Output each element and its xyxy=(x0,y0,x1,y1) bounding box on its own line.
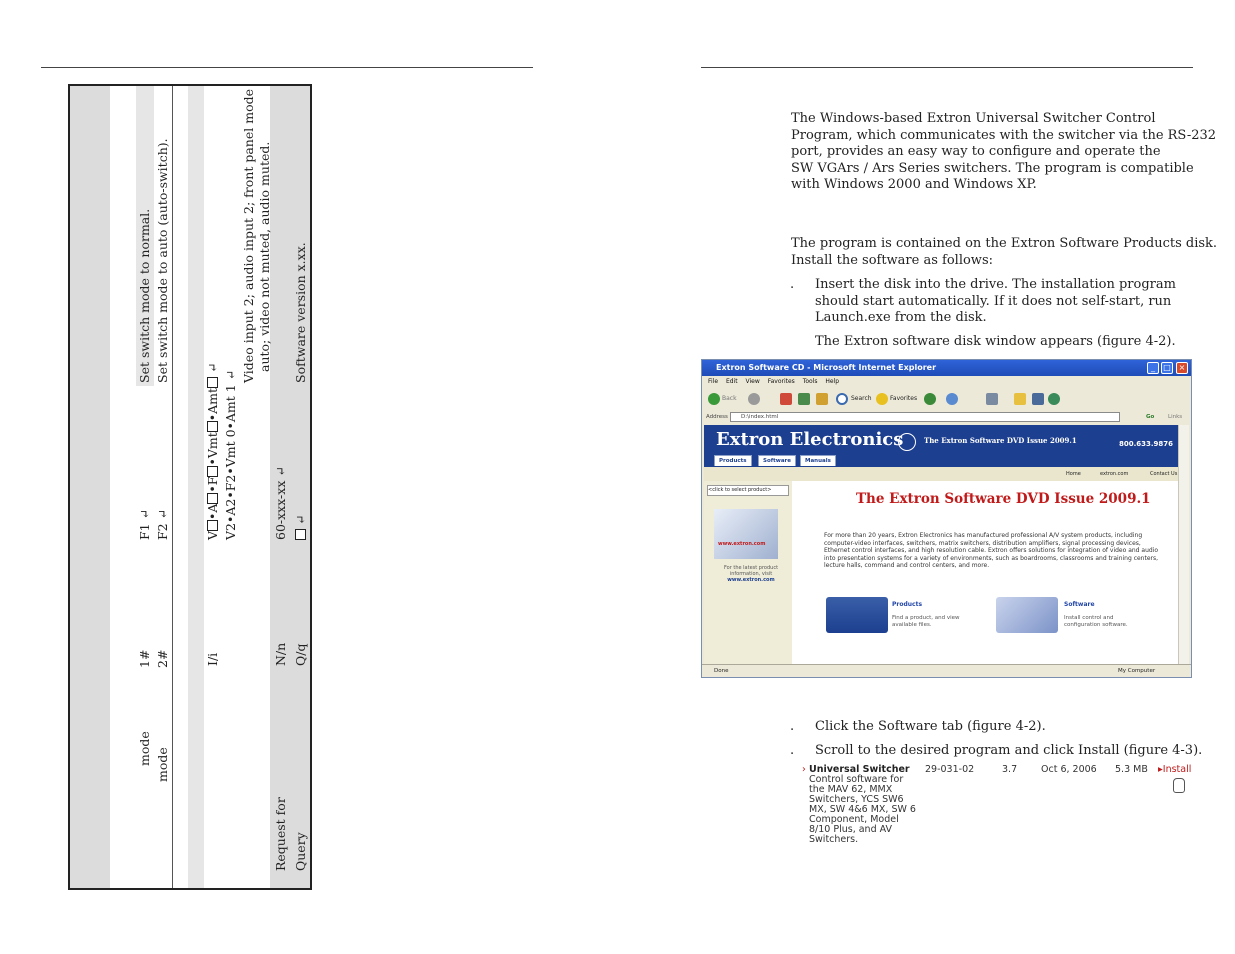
cell-resp-6 xyxy=(294,515,308,540)
software-card-desc-line: Install control and xyxy=(1064,615,1114,621)
step-1-line: Insert the disk into the drive. The installation program xyxy=(815,277,1176,292)
enter-icon: ↵ xyxy=(273,466,288,477)
cell-mode-1: mode xyxy=(137,731,152,766)
step-3-marker: . xyxy=(790,743,795,758)
link-contact[interactable]: Contact Us xyxy=(1150,471,1178,477)
tab-manuals[interactable]: Manuals xyxy=(800,455,836,466)
software-size: 5.3 MB xyxy=(1115,764,1148,775)
extron-header xyxy=(704,425,1181,467)
status-zone: My Computer xyxy=(1118,668,1156,674)
intro-line: SW VGArs / Ars Series switchers. The program is compatible xyxy=(791,160,1194,176)
minimize-icon[interactable]: _ xyxy=(1147,362,1159,374)
menu-view[interactable]: View xyxy=(745,378,760,385)
close-icon[interactable]: × xyxy=(1176,362,1188,374)
browser-scrollbar[interactable] xyxy=(1178,425,1189,665)
software-desc-line: Switchers. xyxy=(809,834,859,845)
cell-resp-4 xyxy=(224,370,238,540)
menu-edit[interactable]: Edit xyxy=(725,378,738,385)
thumbnail-url: www.extron.com xyxy=(718,541,766,547)
intro-line: port, provides an easy way to configure and operate the xyxy=(791,144,1161,159)
address-label: Address xyxy=(706,414,728,420)
folder-icon[interactable] xyxy=(1014,393,1026,405)
software-version: 3.7 xyxy=(1002,764,1018,775)
browser-window xyxy=(701,359,1192,678)
software-row-name-block xyxy=(809,765,916,845)
search-icon[interactable] xyxy=(836,393,848,405)
extron-main-title: The Extron Software DVD Issue 2009.1 xyxy=(856,491,1151,507)
globe-icon xyxy=(898,433,916,451)
placeholder-box xyxy=(207,377,218,388)
placeholder-box xyxy=(207,421,218,432)
table-shade-lower xyxy=(188,86,204,888)
extron-logo: Extron Electronics xyxy=(716,429,904,450)
browser-title: Extron Software CD - Microsoft Internet Explorer xyxy=(716,363,937,372)
intro-line: The Windows-based Extron Universal Switcher Control xyxy=(791,111,1156,126)
step-1-line: should start automatically. If it does not self-start, run xyxy=(815,293,1172,309)
history-icon[interactable] xyxy=(924,393,936,405)
software-desc-line: Switchers, YCS SW6 xyxy=(809,794,904,805)
cell-expl-3a: Video input 2; audio input 2; front panel mode xyxy=(241,88,256,383)
browser-menubar xyxy=(702,376,1191,388)
extron-web-thumbnail xyxy=(714,509,778,559)
intro-line: Program, which communicates with the switcher via the RS-232 xyxy=(791,127,1217,143)
placeholder-box xyxy=(207,493,218,504)
software-name: Universal Switcher xyxy=(809,764,910,775)
software-part-number: 29-031-02 xyxy=(925,764,975,775)
tab-products[interactable]: Products xyxy=(714,455,752,466)
back-label[interactable]: Back xyxy=(722,395,737,402)
step-1-line: Launch.exe from the disk. xyxy=(815,310,987,325)
link-extron[interactable]: extron.com xyxy=(1100,471,1129,477)
menu-tools[interactable]: Tools xyxy=(802,378,818,385)
resp-5-text: 60-xxx-xx xyxy=(273,480,288,540)
resp-4-text: V2•A2•F2•Vmt 0•Amt 1 xyxy=(223,384,238,540)
link-home[interactable]: Home xyxy=(1066,471,1081,477)
cell-request-for: Request for xyxy=(273,797,288,871)
install-line: Install the software as follows: xyxy=(791,252,993,268)
resp-3-f: •F xyxy=(205,476,220,493)
cell-cmd-4: N/n xyxy=(273,642,288,666)
table-divider xyxy=(172,86,173,888)
software-desc-line: 8/10 Plus, and AV xyxy=(809,824,893,835)
sidebar-caption-line: information, visit xyxy=(729,571,773,577)
step-3: Scroll to the desired program and click Install (figure 4-3). xyxy=(815,743,1203,758)
products-card-desc xyxy=(892,615,960,629)
forward-icon[interactable] xyxy=(748,393,760,405)
software-card-desc-line: configuration software. xyxy=(1064,622,1128,628)
cell-mode-2: mode xyxy=(155,747,170,782)
browser-toolbar xyxy=(702,388,1191,410)
install-label[interactable]: Install xyxy=(1162,764,1192,775)
resp-3-a: •A xyxy=(205,503,220,520)
enter-icon: ↵ xyxy=(205,362,220,373)
search-label[interactable]: Search xyxy=(851,395,872,402)
status-done: Done xyxy=(714,668,729,674)
products-card-image[interactable] xyxy=(826,597,888,633)
mail-icon[interactable] xyxy=(946,393,958,405)
cell-resp-3 xyxy=(206,362,220,540)
menu-favorites[interactable]: Favorites xyxy=(767,378,795,385)
enter-icon: ↵ xyxy=(223,369,238,381)
address-bar xyxy=(702,410,1191,424)
software-row-bullet: › xyxy=(802,764,806,775)
menu-help[interactable]: Help xyxy=(825,378,840,385)
table-shade-band xyxy=(70,86,110,888)
favorites-icon[interactable] xyxy=(876,393,888,405)
cell-expl-2: Set switch mode to auto (auto-switch). xyxy=(155,138,170,383)
command-table xyxy=(68,84,312,890)
extron-link-strip xyxy=(704,467,1181,481)
tool-icon[interactable] xyxy=(1032,393,1044,405)
placeholder-box xyxy=(207,520,218,531)
sidebar-caption xyxy=(716,565,786,583)
messenger-icon[interactable] xyxy=(1048,393,1060,405)
resp-3-vmt: •Vmt xyxy=(205,432,220,466)
favorites-label[interactable]: Favorites xyxy=(890,395,918,402)
browser-titlebar xyxy=(702,360,1191,376)
enter-icon: ↵ xyxy=(293,514,308,526)
cell-cmd-2: 2# xyxy=(155,649,170,668)
software-card-image[interactable] xyxy=(996,597,1058,633)
install-line: The program is contained on the Extron Software Products disk. xyxy=(791,236,1218,251)
cell-query: Query xyxy=(293,832,308,871)
install-arrow-icon: ▸ xyxy=(1158,764,1163,775)
resp-3-v: V xyxy=(205,530,220,540)
cell-cmd-1: 1# xyxy=(137,649,152,668)
products-card-desc-line: available files. xyxy=(892,622,932,628)
enter-icon: ↵ xyxy=(137,508,152,520)
products-card-desc-line: Find a product, and view xyxy=(892,615,960,621)
stop-icon[interactable] xyxy=(780,393,792,405)
right-header-rule xyxy=(701,67,1193,68)
step-1-note: The Extron software disk window appears (figure 4-2). xyxy=(815,334,1176,349)
cell-resp-2 xyxy=(156,509,170,540)
hand-cursor-icon xyxy=(1173,778,1185,793)
refresh-icon[interactable] xyxy=(798,393,810,405)
resp-1-text: F1 xyxy=(137,523,152,540)
home-icon[interactable] xyxy=(816,393,828,405)
placeholder-box xyxy=(207,466,218,477)
software-card-title[interactable]: Software xyxy=(1064,601,1095,608)
resp-3-amt: •Amt xyxy=(205,387,220,422)
software-desc-line: MX, SW 4&6 MX, SW 6 xyxy=(809,804,916,815)
cell-resp-1 xyxy=(138,509,152,540)
menu-file[interactable]: File xyxy=(708,378,719,385)
software-desc-line: the MAV 62, MMX xyxy=(809,784,893,795)
step-2-marker: . xyxy=(790,719,795,734)
go-button[interactable]: Go xyxy=(1146,414,1155,420)
back-icon[interactable] xyxy=(708,393,720,405)
extron-dvd-title: The Extron Software DVD Issue 2009.1 xyxy=(924,436,1077,445)
browser-statusbar xyxy=(702,664,1191,677)
sidebar-caption-link[interactable]: www.extron.com xyxy=(727,577,775,583)
extron-body-text: For more than 20 years, Extron Electronics has manufactured professional A/V system products, including computer-video interfaces, switchers, matrix switchers, distribution amplifiers, signal processing devices, Ethernet control interfaces, and high resolution cable. Extron offers solutions for integration of video and audio into presentation systems for a variety of environments, such as boardrooms, classrooms and training centers, lecture halls, command and control centers, and more. xyxy=(824,532,1159,570)
print-icon[interactable] xyxy=(986,393,998,405)
left-header-rule xyxy=(41,67,533,68)
cell-expl-3b: auto; video not muted, audio muted. xyxy=(257,141,272,372)
placeholder-box xyxy=(295,529,306,540)
enter-icon: ↵ xyxy=(155,508,170,520)
intro-line: with Windows 2000 and Windows XP. xyxy=(791,177,1037,192)
install-paragraph xyxy=(791,236,1217,269)
cell-cmd-5: Q/q xyxy=(293,643,308,666)
address-input[interactable]: D:\index.html xyxy=(730,412,1120,422)
maximize-icon[interactable]: □ xyxy=(1161,362,1173,374)
cell-expl-1: Set switch mode to normal. xyxy=(137,208,152,383)
links-label[interactable]: Links xyxy=(1168,414,1183,420)
step-1-marker: . xyxy=(790,277,795,292)
sidebar-caption-line: For the latest product xyxy=(723,565,779,571)
step-1 xyxy=(815,277,1176,327)
software-card-desc xyxy=(1064,615,1128,629)
products-card-title[interactable]: Products xyxy=(892,601,923,608)
step-2: Click the Software tab (figure 4-2). xyxy=(815,719,1046,734)
install-link[interactable] xyxy=(1158,765,1191,775)
software-desc-line: Component, Model xyxy=(809,814,899,825)
cell-expl-4: Software version x.xx. xyxy=(293,242,308,383)
software-desc-line: Control software for xyxy=(809,774,904,785)
web-content xyxy=(704,425,1181,665)
cell-cmd-3: I/i xyxy=(205,652,220,666)
software-date: Oct 6, 2006 xyxy=(1041,764,1097,775)
tab-software[interactable]: Software xyxy=(758,455,796,466)
cell-resp-5 xyxy=(274,466,288,540)
extron-sidebar xyxy=(704,481,792,665)
product-select[interactable]: <click to select product> xyxy=(707,485,789,496)
intro-paragraph xyxy=(791,111,1216,194)
resp-2-text: F2 xyxy=(155,523,170,540)
extron-phone: 800.633.9876 xyxy=(1118,440,1173,448)
